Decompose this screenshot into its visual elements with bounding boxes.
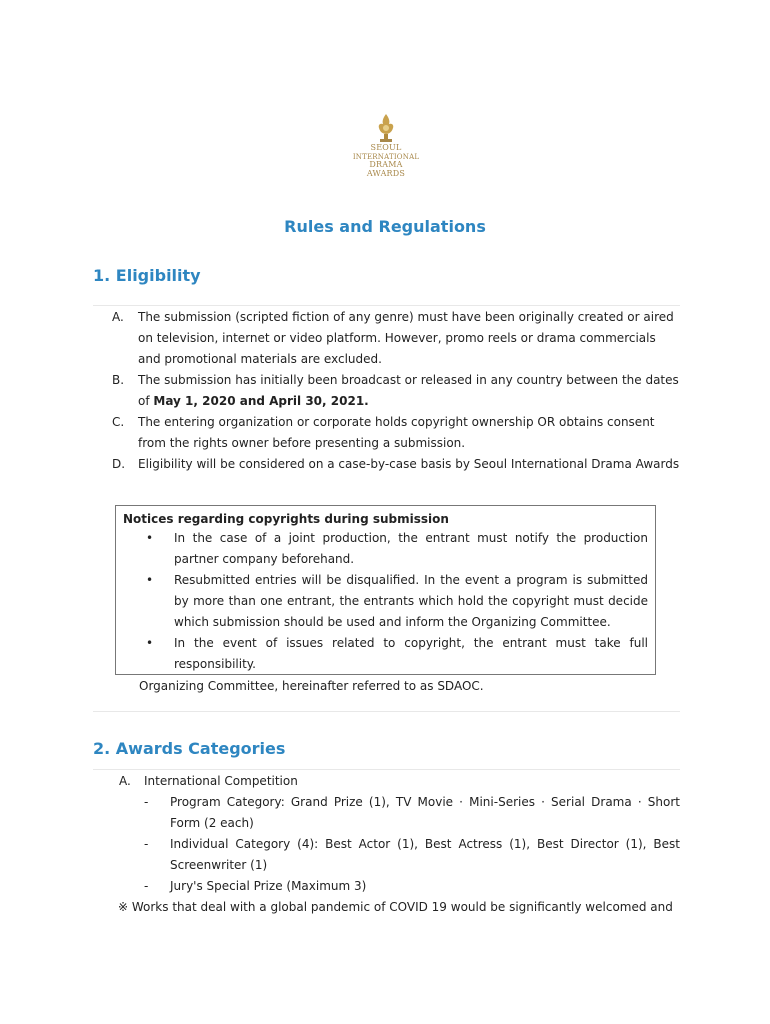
section-heading-awards: 2. Awards Categories: [93, 739, 286, 758]
item-text: The submission (scripted fiction of any genre) must have been originally created or aired on television, internet or video platform. However, promo reels or drama commercials and promotional materials are excluded.: [138, 310, 674, 366]
seoul-drama-awards-logo: [345, 112, 427, 178]
subitem-text: Program Category: Grand Prize (1), TV Movie · Mini-Series · Serial Drama · Short Form (2 each): [170, 795, 680, 830]
eligibility-item-c: [112, 412, 680, 454]
subitem-text: Jury's Special Prize (Maximum 3): [170, 879, 367, 893]
section-heading-eligibility: 1. Eligibility: [93, 266, 201, 285]
awards-subitem: [144, 792, 680, 834]
page-title: Rules and Regulations: [284, 217, 486, 236]
notice-bullet: [146, 570, 648, 633]
bullet-icon: •: [146, 531, 154, 545]
section-divider: [93, 769, 680, 770]
item-marker: A.: [112, 310, 124, 324]
trophy-emblem-icon: [373, 112, 399, 144]
item-marker: C.: [112, 415, 125, 429]
logo-line-awards: AWARDS: [366, 168, 406, 178]
awards-item-label: International Competition: [144, 774, 298, 788]
subitem-text: Individual Category (4): Best Actor (1), Best Actress (1), Best Director (1), Best Screenwriter (1): [170, 837, 680, 872]
notice-text: In the case of a joint production, the entrant must notify the production partner company beforehand.: [174, 531, 648, 566]
bullet-icon: •: [146, 573, 154, 587]
eligibility-item-b: [112, 370, 680, 412]
item-marker: B.: [112, 373, 125, 387]
logo-line-seoul: SEOUL: [370, 143, 402, 152]
awards-item-marker: A.: [119, 774, 131, 788]
item-text: The entering organization or corporate holds copyright ownership OR obtains consent from the rights owner before presenting a submission.: [138, 415, 655, 450]
dash-marker: -: [144, 795, 149, 809]
notice-text: In the event of issues related to copyright, the entrant must take full responsibility.: [174, 636, 648, 671]
section-divider: [93, 305, 680, 306]
notice-heading: Notices regarding copyrights during submission: [123, 512, 449, 526]
item-text-dates: May 1, 2020 and April 30, 2021.: [153, 394, 369, 408]
covid-note: ※ Works that deal with a global pandemic of COVID 19 would be significantly welcomed and: [118, 900, 673, 914]
awards-subitem: [144, 876, 680, 897]
section-divider: [93, 711, 680, 712]
dash-marker: -: [144, 837, 149, 851]
notice-bullet: [146, 633, 648, 675]
item-marker: D.: [112, 457, 126, 471]
logo-line-international: INTERNATIONAL: [352, 152, 420, 161]
footnote: Organizing Committee, hereinafter referred to as SDAOC.: [139, 679, 484, 693]
eligibility-item-d: [112, 454, 680, 475]
eligibility-item-a: [112, 307, 680, 370]
logo-line-drama: DRAMA: [369, 160, 403, 169]
item-text-plain: The submission has initially been broadcast or released in any country between the dates of: [138, 373, 679, 408]
notice-text: Resubmitted entries will be disqualified. In the event a program is submitted by more than one entrant, the entrants which hold the copyright must decide which submission should be used and inform the Organizing Committee.: [174, 573, 648, 629]
item-text: Eligibility will be considered on a case-by-case basis by Seoul International Drama Awards: [138, 457, 680, 471]
dash-marker: -: [144, 879, 149, 893]
notice-bullet: [146, 528, 648, 570]
bullet-icon: •: [146, 636, 154, 650]
awards-subitem: [144, 834, 680, 876]
copyright-notice-box: [115, 505, 656, 675]
item-text: [138, 370, 680, 412]
